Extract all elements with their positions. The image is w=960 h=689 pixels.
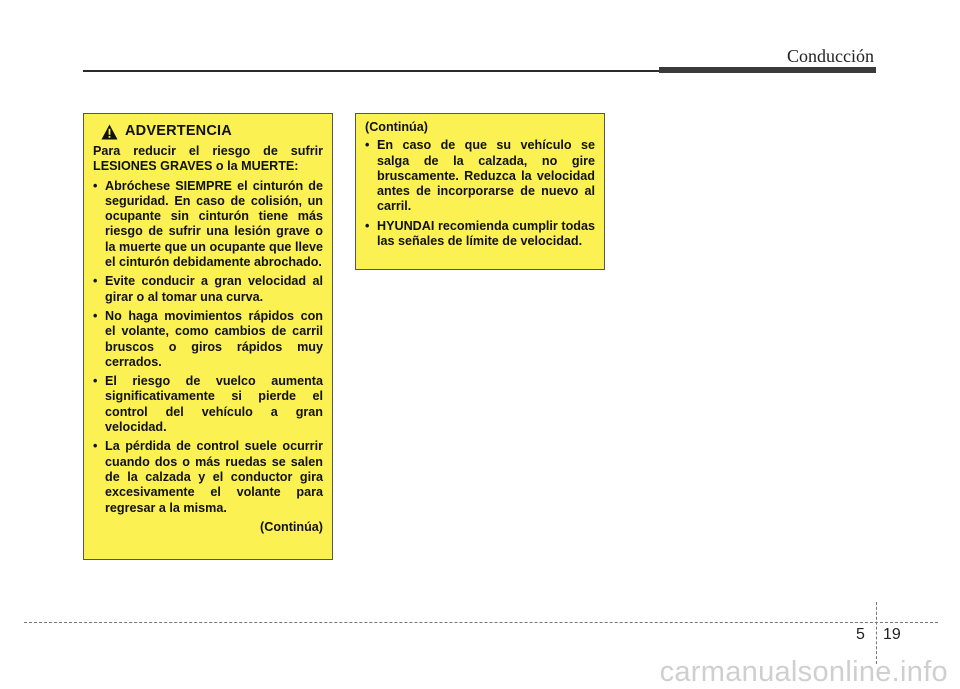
watermark: carmanualsonline.info bbox=[659, 656, 948, 688]
warning-list-right bbox=[365, 138, 595, 249]
footer-page-divider bbox=[876, 602, 877, 664]
chapter-title: Conducción bbox=[787, 46, 874, 66]
warning-triangle-icon bbox=[101, 124, 118, 140]
continued-label: (Continúa) bbox=[260, 519, 323, 534]
chapter-number: 5 bbox=[856, 626, 865, 643]
warning-heading bbox=[101, 124, 323, 140]
warning-heading-label: ADVERTENCIA bbox=[125, 123, 232, 140]
list-item: • HYUNDAI recomienda cumplir todas las señales de límite de velocidad. bbox=[365, 219, 595, 250]
page-number: 19 bbox=[883, 626, 901, 643]
warning-intro: Para reducir el riesgo de sufrir LESIONES GRAVES o la MUERTE: bbox=[93, 144, 323, 174]
list-item: • Evite conducir a gran velocidad al girar o al tomar una curva. bbox=[93, 274, 323, 305]
continued-label: (Continúa) bbox=[365, 120, 428, 134]
list-item: • El riesgo de vuelco aumenta significativamente si pierde el control del vehículo a gran velocidad. bbox=[93, 374, 323, 435]
warning-list-left bbox=[93, 179, 323, 516]
list-item: • Abróchese SIEMPRE el cinturón de seguridad. En caso de colisión, un ocupante sin cinturón tiene más riesgo de sufrir una lesión grave o la muerte que un ocupante que lleve el cinturón debidamente abrochado. bbox=[93, 179, 323, 271]
list-item: • En caso de que su vehículo se salga de la calzada, no gire bruscamente. Reduzca la velocidad antes de incorporarse de nuevo al carril. bbox=[365, 138, 595, 214]
footer-divider bbox=[24, 622, 938, 623]
warning-box-right bbox=[355, 113, 605, 270]
header-rule bbox=[83, 70, 661, 72]
list-item: • No haga movimientos rápidos con el volante, como cambios de carril bruscos o giros rápidos muy cerrados. bbox=[93, 309, 323, 370]
header-rule-accent bbox=[659, 67, 876, 73]
list-item: • La pérdida de control suele ocurrir cuando dos o más ruedas se salen de la calzada y el conductor gira excesivamente el volante para regresar a la misma. bbox=[93, 439, 323, 515]
warning-box-left bbox=[83, 113, 333, 560]
